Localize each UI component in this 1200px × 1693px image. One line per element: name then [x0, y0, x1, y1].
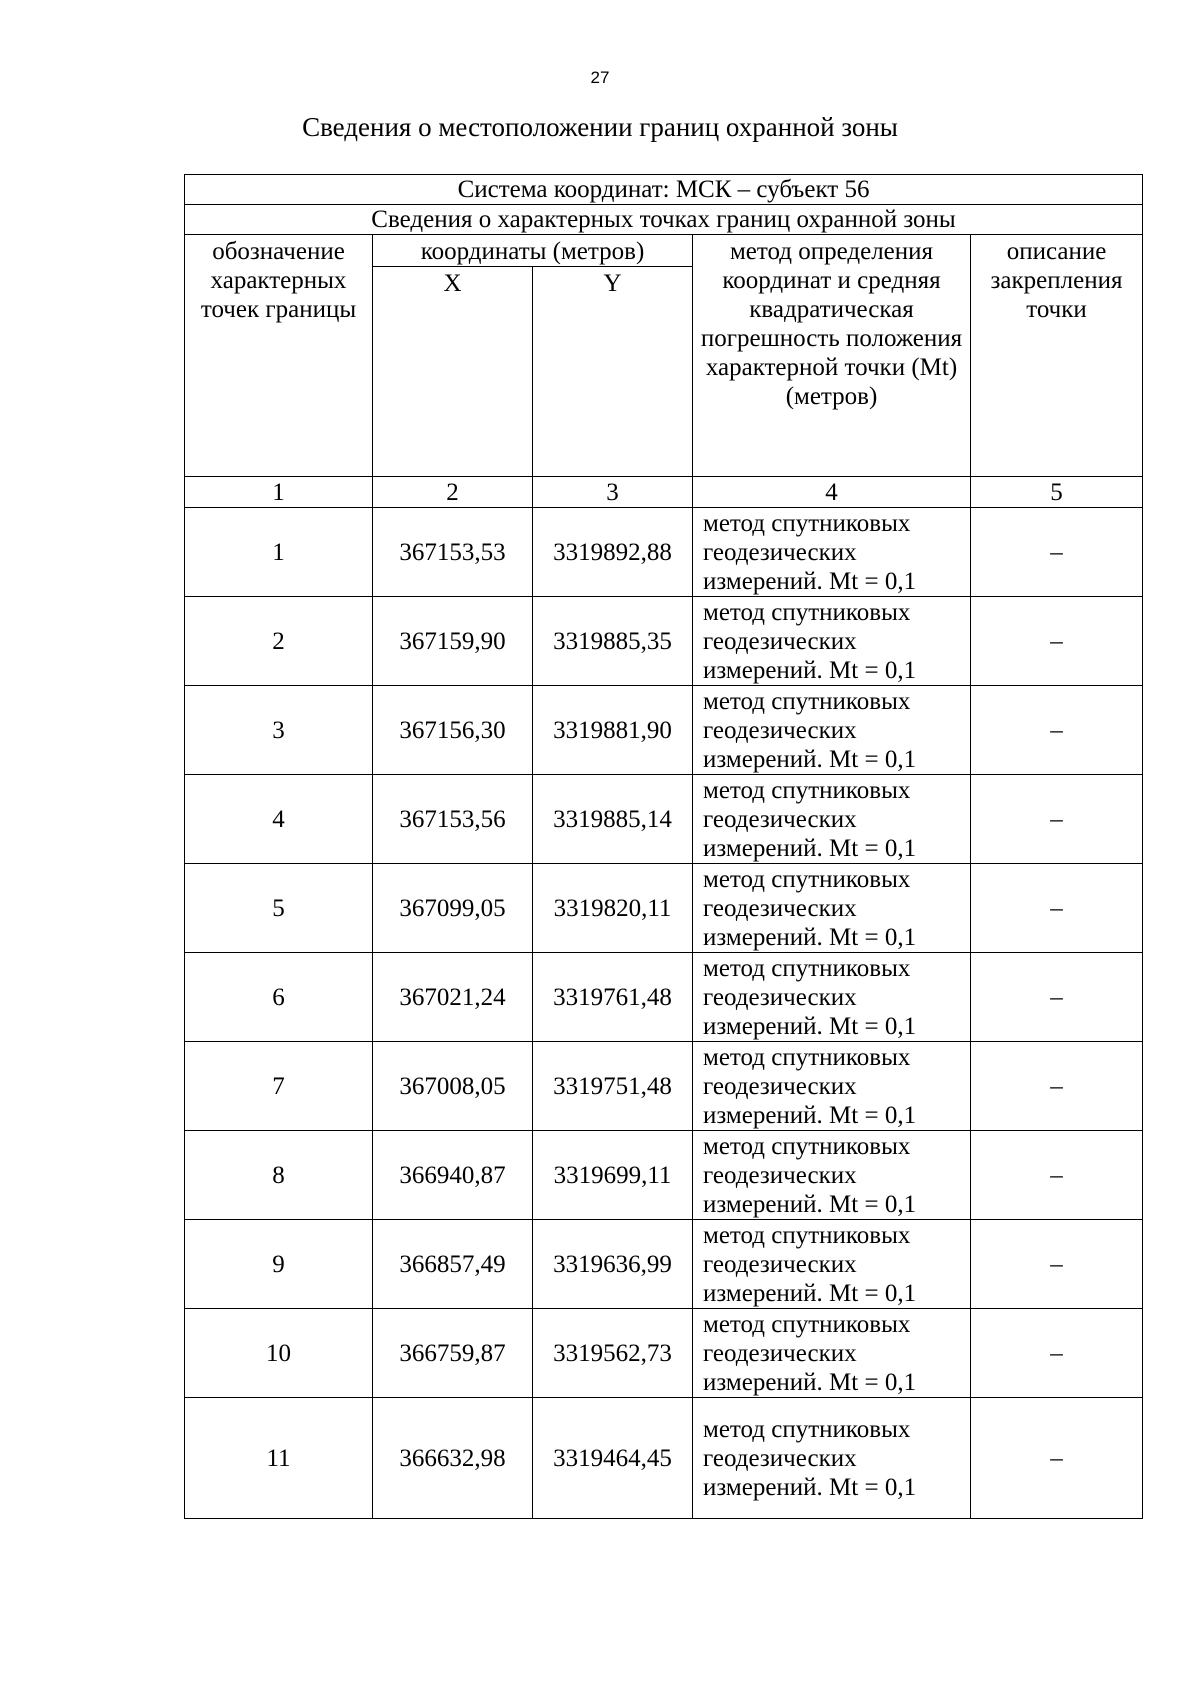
point-cell: 8 [185, 1131, 373, 1220]
description-cell: – [971, 953, 1143, 1042]
description-cell: – [971, 1309, 1143, 1398]
table-row [185, 1131, 1143, 1220]
method-cell: метод спутниковых геодезических измерений. Mt = 0,1 [693, 597, 971, 686]
header-y: Y [533, 267, 693, 477]
point-cell: 4 [185, 775, 373, 864]
method-cell: метод спутниковых геодезических измерений. Mt = 0,1 [693, 1398, 971, 1519]
x-cell: 367021,24 [373, 953, 533, 1042]
description-cell: – [971, 1220, 1143, 1309]
method-cell: метод спутниковых геодезических измерений. Mt = 0,1 [693, 508, 971, 597]
description-cell: – [971, 775, 1143, 864]
y-cell: 3319636,99 [533, 1220, 693, 1309]
table-row [185, 1042, 1143, 1131]
y-cell: 3319761,48 [533, 953, 693, 1042]
header-description: описание закрепления точки [971, 235, 1143, 477]
y-cell: 3319562,73 [533, 1309, 693, 1398]
table-row [185, 597, 1143, 686]
point-cell: 5 [185, 864, 373, 953]
y-cell: 3319464,45 [533, 1398, 693, 1519]
y-cell: 3319820,11 [533, 864, 693, 953]
header-coordinates: координаты (метров) [373, 235, 693, 267]
point-cell: 7 [185, 1042, 373, 1131]
y-cell: 3319881,90 [533, 686, 693, 775]
method-cell: метод спутниковых геодезических измерений. Mt = 0,1 [693, 953, 971, 1042]
table-row [185, 1398, 1143, 1519]
x-cell: 366857,49 [373, 1220, 533, 1309]
method-cell: метод спутниковых геодезических измерений. Mt = 0,1 [693, 1220, 971, 1309]
table-row [185, 1309, 1143, 1398]
y-cell: 3319892,88 [533, 508, 693, 597]
x-cell: 366759,87 [373, 1309, 533, 1398]
method-cell: метод спутниковых геодезических измерений. Mt = 0,1 [693, 1131, 971, 1220]
section-cell: Сведения о характерных точках границ охранной зоны [185, 205, 1143, 235]
header-x: X [373, 267, 533, 477]
header-method: метод определения координат и средняя квадратическая погрешность положения характерной точки (Mt) (метров) [693, 235, 971, 477]
point-cell: 10 [185, 1309, 373, 1398]
description-cell: – [971, 686, 1143, 775]
x-cell: 367099,05 [373, 864, 533, 953]
x-cell: 366940,87 [373, 1131, 533, 1220]
section-row [185, 205, 1143, 235]
x-cell: 367159,90 [373, 597, 533, 686]
table-row [185, 775, 1143, 864]
system-row [185, 175, 1143, 205]
table-row [185, 686, 1143, 775]
point-cell: 2 [185, 597, 373, 686]
column-number: 3 [533, 477, 693, 508]
column-number: 2 [373, 477, 533, 508]
point-cell: 6 [185, 953, 373, 1042]
description-cell: – [971, 508, 1143, 597]
table-row [185, 953, 1143, 1042]
method-cell: метод спутниковых геодезических измерений. Mt = 0,1 [693, 1042, 971, 1131]
x-cell: 366632,98 [373, 1398, 533, 1519]
header-row-1 [185, 235, 1143, 267]
description-cell: – [971, 1398, 1143, 1519]
method-cell: метод спутниковых геодезических измерений. Mt = 0,1 [693, 864, 971, 953]
document-title: Сведения о местоположении границ охранной зоны [302, 112, 898, 142]
point-cell: 3 [185, 686, 373, 775]
column-numbers-row [185, 477, 1143, 508]
method-cell: метод спутниковых геодезических измерений. Mt = 0,1 [693, 1309, 971, 1398]
system-cell: Система координат: МСК – субъект 56 [185, 175, 1143, 205]
description-cell: – [971, 864, 1143, 953]
page-number: 27 [590, 68, 610, 87]
column-number: 4 [693, 477, 971, 508]
x-cell: 367153,56 [373, 775, 533, 864]
table-row [185, 864, 1143, 953]
y-cell: 3319699,11 [533, 1131, 693, 1220]
x-cell: 367008,05 [373, 1042, 533, 1131]
point-cell: 11 [185, 1398, 373, 1519]
description-cell: – [971, 597, 1143, 686]
description-cell: – [971, 1042, 1143, 1131]
x-cell: 367156,30 [373, 686, 533, 775]
point-cell: 1 [185, 508, 373, 597]
method-cell: метод спутниковых геодезических измерений. Mt = 0,1 [693, 686, 971, 775]
coordinates-table [184, 174, 1143, 1519]
column-number: 5 [971, 477, 1143, 508]
x-cell: 367153,53 [373, 508, 533, 597]
table-row [185, 508, 1143, 597]
method-cell: метод спутниковых геодезических измерений. Mt = 0,1 [693, 775, 971, 864]
column-number: 1 [185, 477, 373, 508]
point-cell: 9 [185, 1220, 373, 1309]
header-designation: обозначение характерных точек границы [185, 235, 373, 477]
y-cell: 3319751,48 [533, 1042, 693, 1131]
y-cell: 3319885,14 [533, 775, 693, 864]
y-cell: 3319885,35 [533, 597, 693, 686]
description-cell: – [971, 1131, 1143, 1220]
table-row [185, 1220, 1143, 1309]
